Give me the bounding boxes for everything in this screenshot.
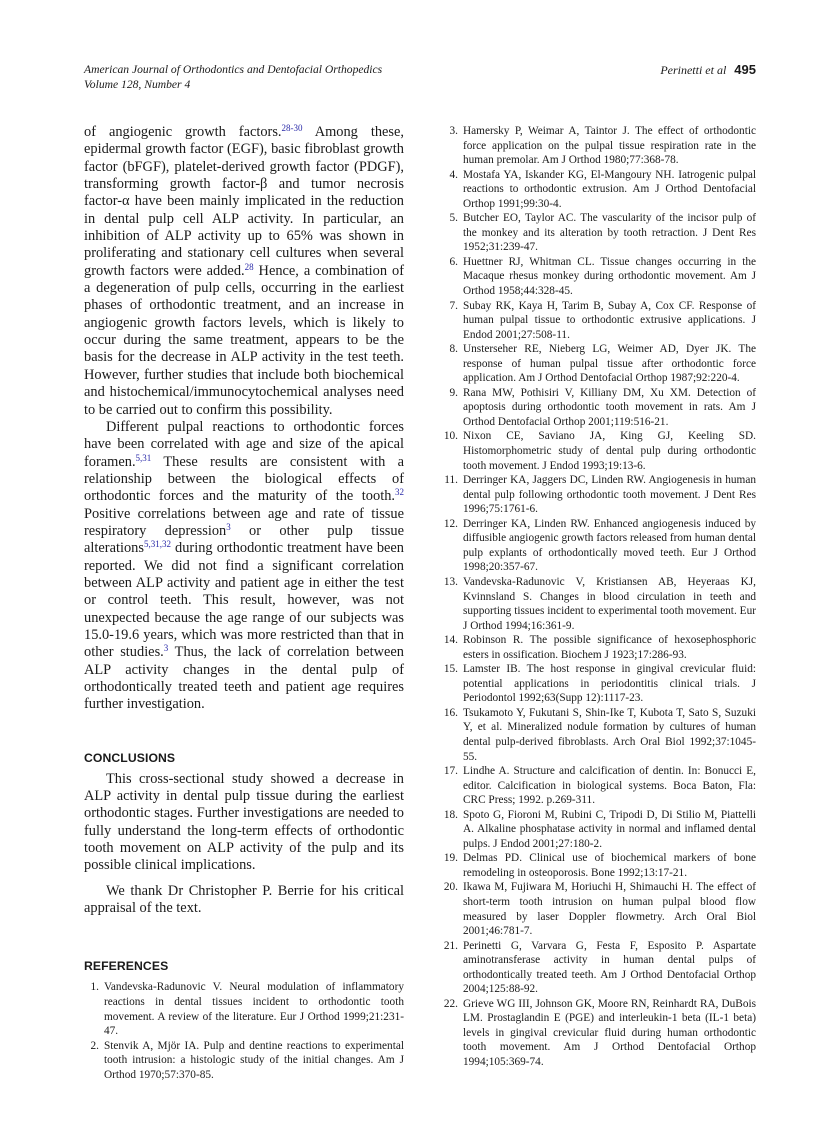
text-run: Positive correlations between age and rate of tissue respiratory depression bbox=[84, 505, 404, 539]
reference-number: 4. bbox=[449, 168, 458, 181]
page-number: 495 bbox=[734, 62, 756, 77]
reference-text: Grieve WG III, Johnson GK, Moore RN, Reinhardt RA, DuBois LM. Prostaglandin E (PGE) and interleukin-1 beta (IL-1 beta) levels in gingival crevicular fluid during human orthodontic tooth movement. Am J Orthod Dentofacial Orthop 1994;105:369-74. bbox=[463, 997, 756, 1068]
citation-superscript[interactable]: 3 bbox=[163, 643, 169, 654]
reference-item bbox=[443, 211, 756, 255]
reference-item bbox=[84, 980, 404, 1038]
reference-text: Unsterseher RE, Nieberg LG, Weimer AD, Dyer JK. The response of human pulpal tissue after orthodontic force application. Am J Orthod Dentofacial Orthop 1987;92:220-4. bbox=[463, 343, 756, 385]
reference-text: Vandevska-Radunovic V. Neural modulation of inflammatory reactions in dental tissues incident to orthodontic tooth movement. A review of the literature. Eur J Orthod 1999;21:231-47. bbox=[104, 981, 404, 1038]
reference-text: Subay RK, Kaya H, Tarim B, Subay A, Cox CF. Response of human pulpal tissue to orthodontic extrusive applications. J Endod 2001;27:508-11. bbox=[463, 299, 756, 341]
reference-number: 2. bbox=[90, 1039, 99, 1052]
reference-number: 9. bbox=[449, 386, 458, 399]
reference-item bbox=[443, 517, 756, 575]
conclusions-paragraph: This cross-sectional study showed a decrease in ALP activity in dental pulp tissue during the earliest orthodontic stages. Further investigations are needed to fully understand the long-term effects of orthodontic tooth movement on ALP activity of the pulp and its possible clinical implications. bbox=[84, 770, 404, 874]
reference-number: 19. bbox=[443, 852, 458, 865]
reference-number: 21. bbox=[443, 939, 458, 952]
reference-list-left bbox=[84, 980, 404, 1082]
text-run: during orthodontic treatment have been reported. We did not find a significant correlation between ALP activity and patient age in either the test or control teeth. This result, however, was not unexpected because the age range of our subjects was 15.0-19.6 years, which was more restricted than that in other studies. bbox=[84, 540, 404, 661]
reference-text: Tsukamoto Y, Fukutani S, Shin-Ike T, Kubota T, Sato S, Suzuki Y, et al. Mineralized nodule formation by cultures of human dental pulp-derived fibroblasts. Arch Oral Biol 1992;37:1045-55. bbox=[463, 706, 756, 763]
reference-item bbox=[443, 342, 756, 386]
reference-number: 7. bbox=[449, 299, 458, 312]
reference-item bbox=[443, 939, 756, 997]
reference-text: Vandevska-Radunovic V, Kristiansen AB, Heyeraas KJ, Kvinnsland S. Changes in blood circulation in teeth and supporting tissues incident to experimental tooth movement. Eur J Orthod 1994;16:361-9. bbox=[463, 575, 756, 632]
citation-superscript[interactable]: 32 bbox=[395, 487, 404, 498]
citation-superscript[interactable]: 3 bbox=[226, 521, 231, 532]
reference-text: Derringer KA, Linden RW. Enhanced angiogenesis induced by diffusible angiogenic growth factors released from human dental pulp explants of orthodontically moved teeth. Eur J Orthod 1998;20:357-67. bbox=[463, 517, 756, 574]
reference-text: Rana MW, Pothisiri V, Killiany DM, Xu XM. Detection of apoptosis during orthodontic tooth movement in rats. Am J Orthod Dentofacial Orthop 2001;119:516-21. bbox=[463, 386, 756, 428]
reference-item bbox=[443, 880, 756, 938]
reference-text: Hamersky P, Weimar A, Taintor J. The effect of orthodontic force application on the pulpal tissue respiration rate in the human premolar. Am J Orthod 1980;77:368-78. bbox=[463, 125, 756, 167]
reference-text: Mostafa YA, Iskander KG, El-Mangoury NH. Iatrogenic pulpal reactions to orthodontic extrusion. Am J Orthod Dentofacial Orthop 1991;99:30-4. bbox=[463, 168, 756, 210]
text-run: Thus, the lack of correlation between ALP activity changes in the dental pulp of orthodontically treated teeth and patient age requires further investigation. bbox=[84, 644, 404, 713]
reference-text: Stenvik A, Mjör IA. Pulp and dentine reactions to experimental tooth intrusion: a histologic study of the initial changes. Am J Orthod 1970;57:370-85. bbox=[104, 1039, 404, 1081]
reference-list-right bbox=[443, 124, 756, 1070]
running-header-page bbox=[660, 62, 756, 78]
running-header-journal bbox=[84, 63, 382, 92]
conclusions-heading: CONCLUSIONS bbox=[84, 750, 176, 765]
reference-item bbox=[443, 124, 756, 168]
reference-item bbox=[443, 808, 756, 852]
reference-number: 17. bbox=[443, 765, 458, 778]
reference-number: 20. bbox=[443, 881, 458, 894]
reference-number: 15. bbox=[443, 663, 458, 676]
text-run: Among these, epidermal growth factor (EGF), basic fibroblast growth factor (bFGF), platelet-derived growth factor (PDGF), transforming growth factor-β and tumor necrosis factor-α have been mainly implicated in the reduction in dental pulp cell ALP activity. In particular, an inhibition of ALP activity up to 65% was shown in proliferating and stationary cell cultures when several growth factors were added. bbox=[84, 124, 404, 279]
reference-number: 6. bbox=[449, 255, 458, 268]
reference-text: Robinson R. The possible significance of hexosephosphoric esters in ossification. Biochem J 1923;17:286-93. bbox=[463, 634, 756, 661]
reference-text: Ikawa M, Fujiwara M, Horiuchi H, Shimauchi H. The effect of short-term tooth intrusion on human pulpal blood flow measured by laser Doppler flowmetry. Arch Oral Biol 2001;46:781-7. bbox=[463, 881, 756, 938]
citation-superscript[interactable]: 28 bbox=[244, 261, 254, 272]
reference-number: 5. bbox=[449, 212, 458, 225]
reference-item bbox=[443, 255, 756, 299]
reference-number: 13. bbox=[443, 575, 458, 588]
left-column bbox=[84, 124, 404, 1082]
reference-number: 3. bbox=[449, 125, 458, 137]
reference-item bbox=[443, 429, 756, 473]
reference-item bbox=[443, 851, 756, 880]
reference-text: Butcher EO, Taylor AC. The vascularity of the incisor pulp of the monkey and its alteration by tooth retraction. J Dent Res 1952;31:239-47. bbox=[463, 212, 756, 254]
citation-superscript[interactable]: 5,31,32 bbox=[143, 539, 171, 550]
journal-volume: Volume 128, Number 4 bbox=[84, 77, 191, 91]
reference-number: 12. bbox=[443, 517, 458, 530]
reference-number: 22. bbox=[443, 997, 458, 1010]
reference-item bbox=[443, 168, 756, 212]
journal-title: American Journal of Orthodontics and Dentofacial Orthopedics bbox=[84, 63, 383, 76]
text-run: or other pulp tissue alterations bbox=[84, 522, 404, 557]
reference-item bbox=[443, 473, 756, 517]
text-run: of angiogenic growth factors. bbox=[84, 124, 282, 140]
reference-item bbox=[443, 386, 756, 430]
running-authors: Perinetti et al bbox=[660, 63, 727, 77]
reference-number: 10. bbox=[443, 430, 458, 443]
reference-item bbox=[443, 299, 756, 343]
reference-item bbox=[443, 575, 756, 633]
reference-number: 11. bbox=[444, 474, 458, 487]
reference-number: 14. bbox=[443, 634, 458, 647]
text-run: Different pulpal reactions to orthodontic forces have been correlated with age and size of the apical foramen. bbox=[84, 418, 404, 470]
reference-number: 8. bbox=[449, 343, 458, 356]
discussion-paragraph bbox=[84, 419, 404, 714]
reference-item bbox=[443, 662, 756, 706]
right-column bbox=[443, 124, 756, 1070]
reference-item bbox=[84, 1039, 404, 1083]
reference-number: 18. bbox=[443, 808, 458, 821]
reference-text: Perinetti G, Varvara G, Festa F, Esposito P. Aspartate aminotransferase activity in human dental pulps of orthodontically treated teeth. Am J Orthod Dentofacial Orthop 2004;125:88-92. bbox=[463, 939, 756, 996]
citation-superscript[interactable]: 5,31 bbox=[135, 452, 152, 463]
reference-item bbox=[443, 633, 756, 662]
reference-item bbox=[443, 997, 756, 1070]
reference-item bbox=[443, 764, 756, 808]
reference-number: 1. bbox=[90, 981, 99, 994]
citation-superscript[interactable]: 28-30 bbox=[281, 123, 303, 133]
reference-number: 16. bbox=[443, 706, 458, 719]
reference-text: Lamster IB. The host response in gingival crevicular fluid: potential applications in periodontitis clinical trials. J Periodontol 1992;63(Supp 12):1117-23. bbox=[463, 663, 756, 705]
text-run: These results are consistent with a relationship between the biological effects of orthodontic forces and the maturity of the tooth. bbox=[84, 453, 404, 505]
acknowledgment-paragraph: We thank Dr Christopher P. Berrie for his critical appraisal of the text. bbox=[84, 882, 404, 917]
reference-text: Delmas PD. Clinical use of biochemical markers of bone remodeling in osteoporosis. Bone 1992;13:17-21. bbox=[463, 852, 756, 879]
reference-text: Spoto G, Fioroni M, Rubini C, Tripodi D, Di Stilio M, Piattelli A. Alkaline phosphatase activity in normal and inflamed dental pulps. J Endod 2001;27:180-2. bbox=[463, 808, 756, 850]
references-heading: REFERENCES bbox=[84, 959, 169, 974]
text-run: Hence, a combination of a degeneration of pulp cells, occurring in the earliest phases of orthodontic treatment, and an increase in angiogenic growth factors levels, which is likely to occur during the same treatment, appears to be the basis for the decrease in ALP activity in the test teeth. However, further studies that include both biochemical and histochemical/immunocytochemical analyses need to be carried out to confirm this possibility. bbox=[84, 262, 404, 418]
reference-text: Derringer KA, Jaggers DC, Linden RW. Angiogenesis in human dental pulp following orthodontic tooth movement. J Dent Res 1996;75:1761-6. bbox=[463, 474, 756, 516]
reference-text: Huettner RJ, Whitman CL. Tissue changes occurring in the Macaque rhesus monkey during orthodontic movement. Am J Orthod 1958;44:328-45. bbox=[463, 255, 756, 298]
discussion-paragraph bbox=[84, 124, 404, 419]
reference-text: Lindhe A. Structure and calcification of dentin. In: Bonucci E, editor. Calcification in biological systems. Boca Baton, Fla: CRC Press; 1992. p.269-311. bbox=[463, 765, 756, 807]
reference-item bbox=[443, 706, 756, 764]
reference-text: Nixon CE, Saviano JA, King GJ, Keeling SD. Histomorphometric study of dental pulp during orthodontic tooth movement. J Endod 1993;19:13-6. bbox=[463, 430, 756, 472]
